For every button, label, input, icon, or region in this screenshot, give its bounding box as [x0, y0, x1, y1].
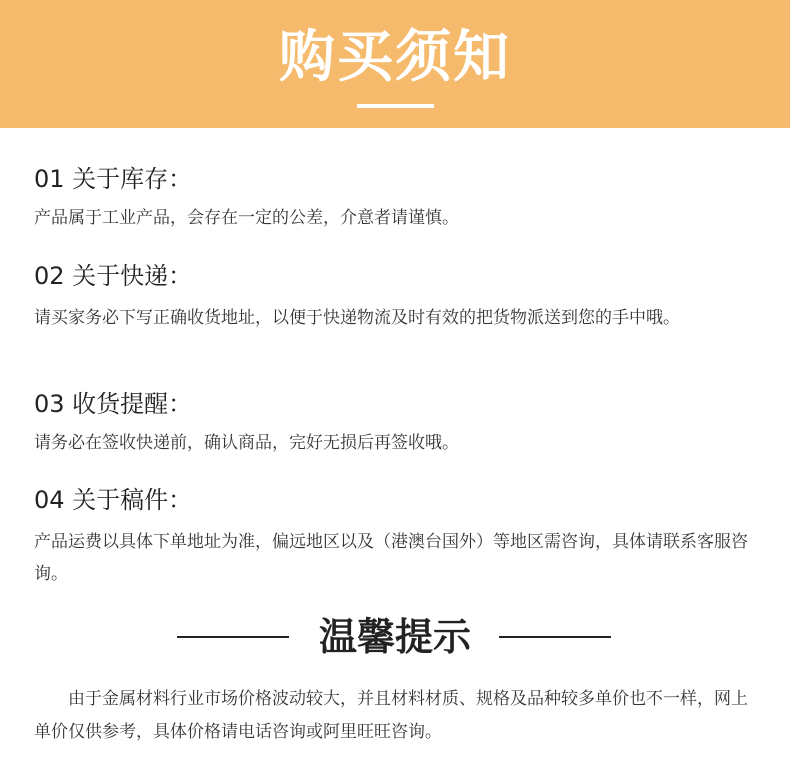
- notice-section-inventory: [34, 163, 764, 234]
- notice-section-shipping: [34, 260, 764, 334]
- banner-underline: [357, 104, 434, 108]
- section-heading: 01 关于库存：: [34, 165, 193, 193]
- section-body: 产品运费以具体下单地址为准，偏远地区以及（港澳台国外）等地区需咨询，具体请联系客服咨询。: [34, 532, 748, 584]
- section-heading: 03 收货提醒：: [34, 390, 193, 418]
- tip-body: 由于金属材料行业市场价格波动较大，并且材料材质、规格及品种较多单价也不一样，网上单价仅供参考，具体价格请电话咨询或阿里旺旺咨询。: [34, 689, 748, 742]
- section-body: 产品属于工业产品，会存在一定的公差，介意者请谨慎。: [34, 208, 459, 228]
- section-body: 请买家务必下写正确收货地址，以便于快递物流及时有效的把货物派送到您的手中哦。: [34, 308, 680, 328]
- tip-title: 温馨提示: [318, 614, 471, 659]
- tip-divider-right: [499, 636, 611, 638]
- tip-divider-left: [177, 636, 289, 638]
- section-heading: 02 关于快递：: [34, 262, 193, 290]
- banner-title: 购买须知: [279, 25, 511, 90]
- notice-section-receipt: [34, 388, 764, 459]
- notice-section-freight: [34, 484, 764, 590]
- section-body: 请务必在签收快递前，确认商品，完好无损后再签收哦。: [34, 433, 459, 453]
- tip-header: [0, 612, 790, 662]
- section-heading: 04 关于稿件：: [34, 486, 193, 514]
- header-banner: [0, 0, 790, 128]
